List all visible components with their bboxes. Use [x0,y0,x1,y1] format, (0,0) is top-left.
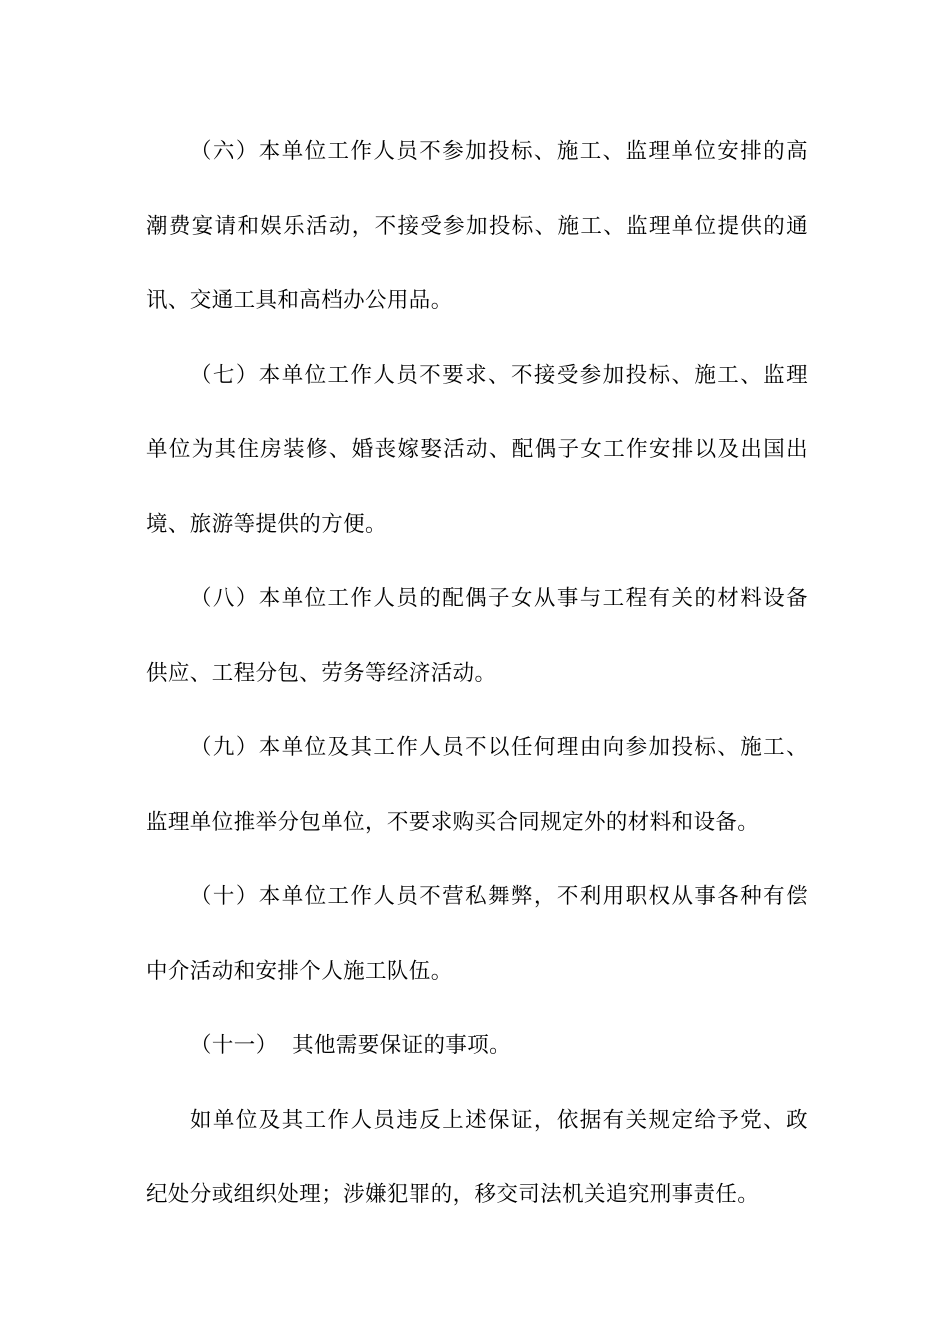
clause-10-line-1: （十）本单位工作人员不营私舞弊，不利用职权从事各种有偿 [190,884,808,909]
closing-paragraph-line-2: 纪处分或组织处理；涉嫌犯罪的，移交司法机关追究刑事责任。 [146,1182,760,1207]
clause-6-line-2: 潮费宴请和娱乐活动，不接受参加投标、施工、监理单位提供的通 [146,213,808,239]
document-body [146,128,808,1246]
clause-10-line-2: 中介活动和安排个人施工队伍。 [146,958,453,984]
clause-8-line-2: 供应、工程分包、劳务等经济活动。 [146,660,497,686]
clause-9-line-2: 监理单位推举分包单位，不要求购买合同规定外的材料和设备。 [146,809,760,835]
closing-paragraph-line-1: 如单位及其工作人员违反上述保证，依据有关规定给予党、政 [190,1107,808,1133]
clause-7-line-1: （七）本单位工作人员不要求、不接受参加投标、施工、监理 [190,362,808,388]
clause-9-line-1: （九）本单位及其工作人员不以任何理由向参加投标、施工、 [190,735,808,760]
clause-6-line-3: 讯、交通工具和高档办公用品。 [146,288,453,313]
clause-7-line-3: 境、旅游等提供的方便。 [146,511,387,537]
clause-7-line-2: 单位为其住房装修、婚丧嫁娶活动、配偶子女工作安排以及出国出 [146,437,808,462]
clause-11-line-1: （十一） 其他需要保证的事项。 [190,1033,512,1058]
clause-6-line-1: （六）本单位工作人员不参加投标、施工、监理单位安排的高 [190,139,808,164]
clause-8-line-1: （八）本单位工作人员的配偶子女从事与工程有关的材料设备 [190,586,808,611]
